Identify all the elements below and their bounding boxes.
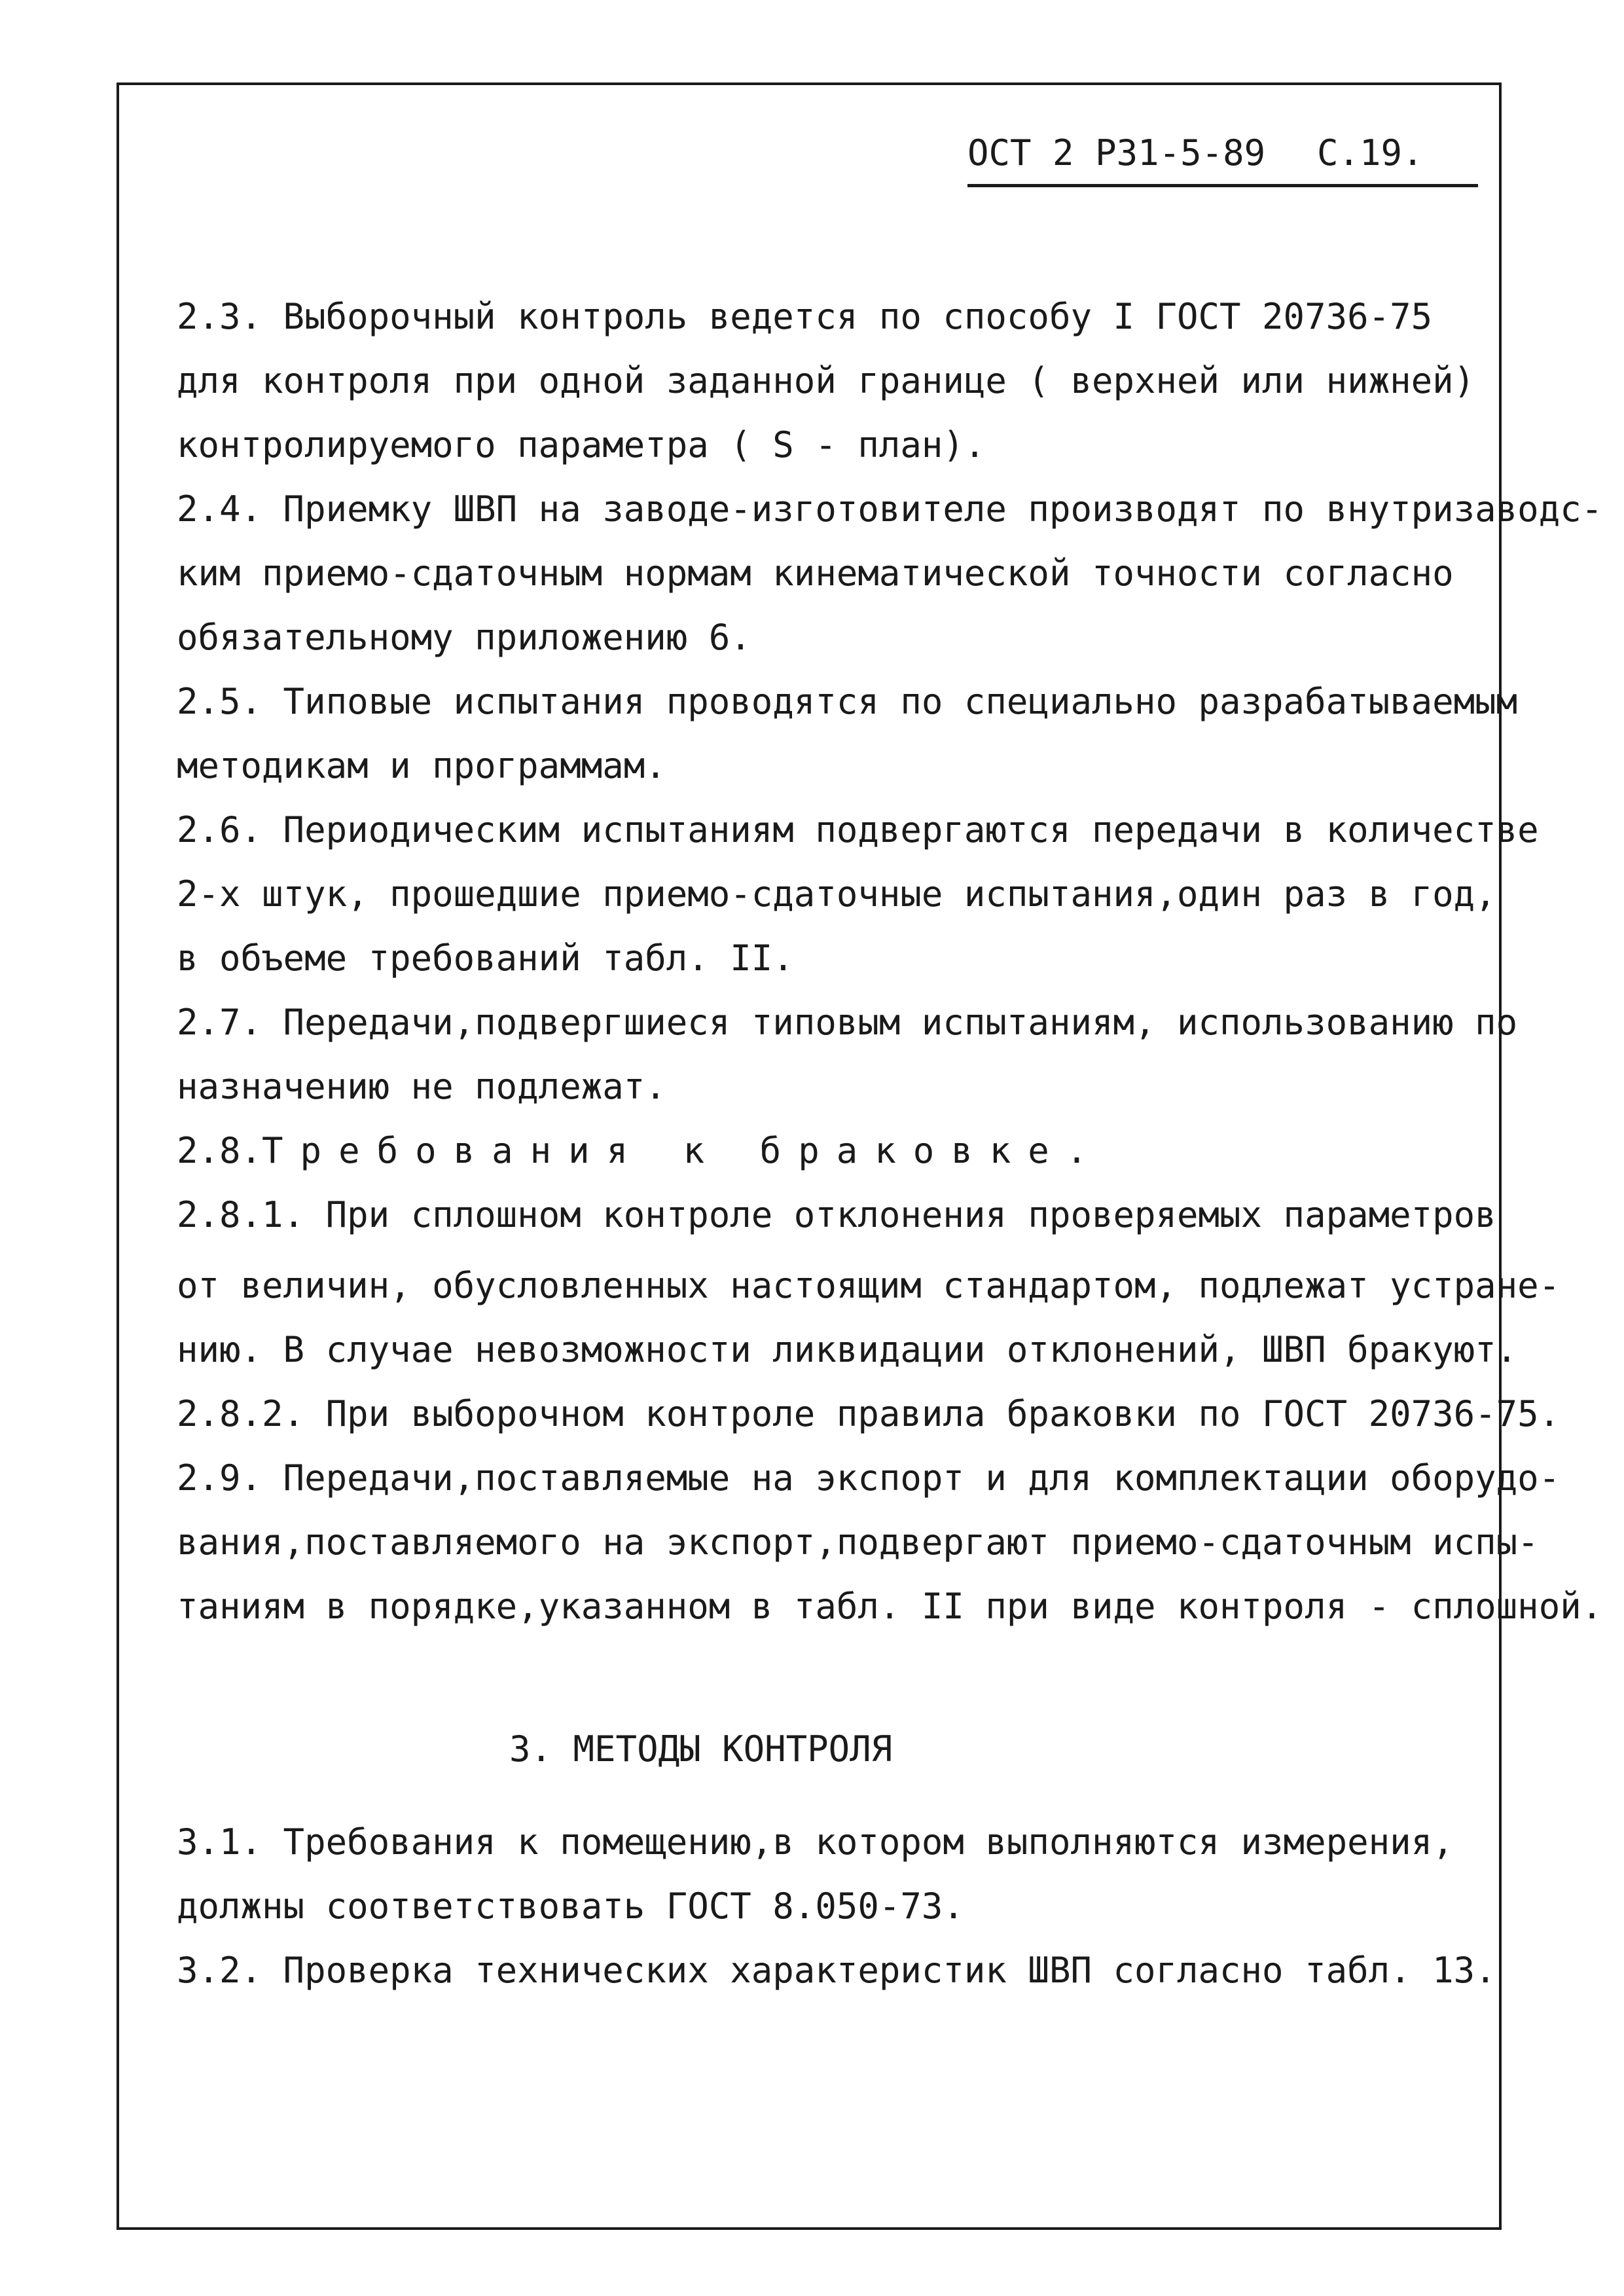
text-line: 2.6. Периодическим испытаниям подвергаются передачи в количестве	[177, 809, 1539, 850]
text-line: вания,поставляемого на экспорт,подвергают приемо-сдаточным испы-	[177, 1522, 1539, 1563]
text-line: 2.3. Выборочный контроль ведется по способу I ГОСТ 20736-75	[177, 296, 1433, 337]
text-line: контролируемого параметра ( S - план).	[177, 424, 986, 465]
text-line: методикам и программам.	[177, 745, 666, 786]
text-line: 2.4. Приемку ШВП на заводе-изготовителе производят по внутризаводс-	[177, 488, 1603, 530]
text-line: 2.8.1. При сплошном контроле отклонения проверяемых параметров	[177, 1194, 1496, 1235]
section-title: 3. МЕТОДЫ КОНТРОЛЯ	[509, 1728, 893, 1770]
text-line: обязательному приложению 6.	[177, 617, 751, 658]
text-line: ким приемо-сдаточным нормам кинематической точности согласно	[177, 553, 1454, 594]
text-line: для контроля при одной заданной границе ( верхней или нижней)	[177, 360, 1475, 401]
text-line: 2.5. Типовые испытания проводятся по специально разрабатываемым	[177, 681, 1518, 722]
document-code: ОСТ 2 Р31-5-89	[967, 132, 1266, 173]
text-line: 2.9. Передачи,поставляемые на экспорт и для комплектации оборудо-	[177, 1457, 1561, 1499]
text-line: нию. В случае невозможности ликвидации отклонений, ШВП бракуют.	[177, 1329, 1518, 1370]
page-header	[967, 128, 1478, 187]
text-line: 2-х штук, прошедшие приемо-сдаточные испытания,один раз в год,	[177, 873, 1496, 915]
text-line: 2.8.2. При выборочном контроле правила браковки по ГОСТ 20736-75.	[177, 1393, 1561, 1434]
text-line: в объеме требований табл. II.	[177, 938, 794, 979]
text-line: 3.2. Проверка технических характеристик ШВП согласно табл. 13.	[177, 1950, 1496, 1991]
text-line: от величин, обусловленных настоящим стандартом, подлежат устране-	[177, 1265, 1561, 1306]
page-number: С.19.	[1317, 132, 1424, 173]
heading-2-8-text: Требования к браковке.	[262, 1130, 1105, 1171]
heading-2-8-number: 2.8.	[177, 1130, 262, 1171]
text-line: должны соответствовать ГОСТ 8.050-73.	[177, 1886, 964, 1927]
text-line: 2.7. Передачи,подвергшиеся типовым испытаниям, использованию по	[177, 1002, 1518, 1043]
text-line: назначению не подлежат.	[177, 1066, 666, 1107]
text-line: таниям в порядке,указанном в табл. II при виде контроля - сплошной.	[177, 1586, 1603, 1627]
text-line: 3.1. Требования к помещению,в котором выполняются измерения,	[177, 1821, 1454, 1863]
heading-2-8	[177, 1130, 1104, 1172]
